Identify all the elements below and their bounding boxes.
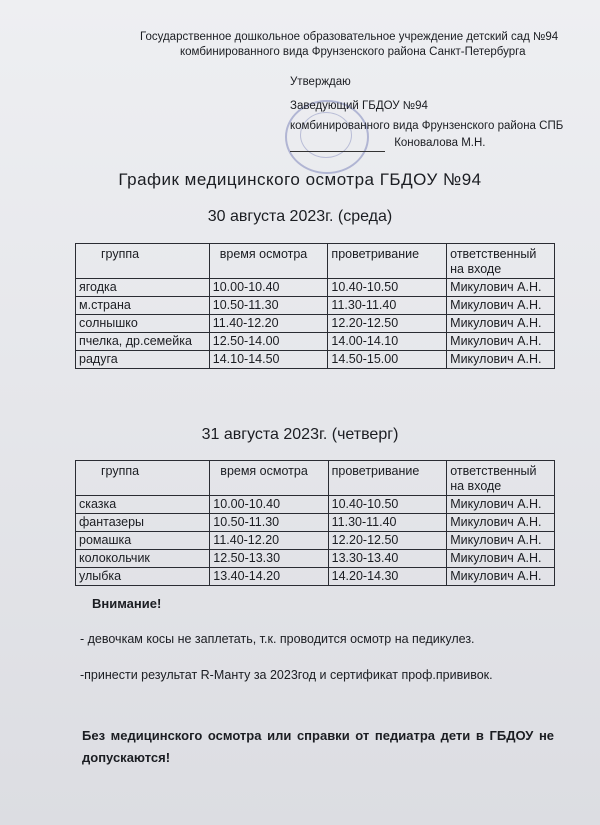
note-braids: - девочкам косы не заплетать, т.к. проводится осмотр на педикулез.	[80, 632, 475, 646]
attention-heading: Внимание!	[92, 596, 162, 611]
cell-resp: Микулович А.Н.	[447, 333, 555, 351]
col-resp: ответственный на входе	[447, 244, 555, 279]
table-header-row	[76, 461, 555, 496]
cell-time: 10.50-11.30	[210, 514, 328, 532]
approve-head: Заведующий ГБДОУ №94	[290, 100, 428, 112]
cell-vent: 11.30-11.40	[328, 297, 447, 315]
table-header-row	[76, 244, 555, 279]
table-row	[76, 333, 555, 351]
table-row	[76, 532, 555, 550]
cell-time: 12.50-14.00	[209, 333, 328, 351]
cell-time: 10.50-11.30	[209, 297, 328, 315]
cell-vent: 14.50-15.00	[328, 351, 447, 369]
table-row	[76, 279, 555, 297]
final-warning: Без медицинского осмотра или справки от педиатра дети в ГБДОУ не допускаются!	[82, 728, 555, 765]
cell-resp: Микулович А.Н.	[447, 297, 555, 315]
note-mantoux: -принести результат R-Манту за 2023год и сертификат проф.прививок.	[80, 668, 493, 682]
table-row	[76, 297, 555, 315]
schedule-table-day1	[75, 243, 555, 369]
table-row	[76, 351, 555, 369]
col-group: группа	[76, 461, 210, 496]
cell-resp: Микулович А.Н.	[447, 496, 555, 514]
schedule-table-day2	[75, 460, 555, 586]
cell-vent: 14.00-14.10	[328, 333, 447, 351]
cell-time: 10.00-10.40	[210, 496, 328, 514]
approve-name: Коновалова М.Н.	[394, 137, 486, 149]
cell-group: колокольчик	[76, 550, 210, 568]
cell-group: сказка	[76, 496, 210, 514]
table-row	[76, 315, 555, 333]
cell-time: 10.00-10.40	[209, 279, 328, 297]
cell-vent: 10.40-10.50	[328, 496, 447, 514]
cell-group: ромашка	[76, 532, 210, 550]
cell-time: 12.50-13.30	[210, 550, 328, 568]
col-time: время осмотра	[209, 244, 328, 279]
cell-group: солнышко	[76, 315, 210, 333]
cell-vent: 11.30-11.40	[328, 514, 447, 532]
cell-resp: Микулович А.Н.	[447, 550, 555, 568]
cell-resp: Микулович А.Н.	[447, 351, 555, 369]
cell-group: радуга	[76, 351, 210, 369]
day2-date: 31 августа 2023г. (четверг)	[201, 426, 399, 443]
cell-group: ягодка	[76, 279, 210, 297]
cell-vent: 14.20-14.30	[328, 568, 447, 586]
approve-org: комбинированного вида Фрунзенского района СПБ	[290, 120, 564, 132]
col-vent: проветривание	[328, 461, 447, 496]
header-line-2: комбинированного вида Фрунзенского района Санкт-Петербурга	[180, 46, 526, 58]
cell-group: пчелка, др.семейка	[76, 333, 210, 351]
document-title: График медицинского осмотра ГБДОУ №94	[118, 170, 482, 189]
cell-time: 14.10-14.50	[209, 351, 328, 369]
cell-vent: 12.20-12.50	[328, 532, 447, 550]
cell-resp: Микулович А.Н.	[447, 568, 555, 586]
cell-time: 13.40-14.20	[210, 568, 328, 586]
cell-group: улыбка	[76, 568, 210, 586]
day1-date: 30 августа 2023г. (среда)	[207, 208, 393, 225]
col-time: время осмотра	[210, 461, 328, 496]
table-row	[76, 514, 555, 532]
cell-resp: Микулович А.Н.	[447, 279, 555, 297]
table-row	[76, 550, 555, 568]
header-line-1: Государственное дошкольное образовательное учреждение детский сад №94	[140, 31, 559, 43]
cell-time: 11.40-12.20	[209, 315, 328, 333]
col-resp: ответственный на входе	[447, 461, 555, 496]
cell-time: 11.40-12.20	[210, 532, 328, 550]
cell-group: фантазеры	[76, 514, 210, 532]
cell-vent: 12.20-12.50	[328, 315, 447, 333]
table-row	[76, 568, 555, 586]
approval-block	[290, 70, 590, 152]
col-group: группа	[76, 244, 210, 279]
approve-label: Утверждаю	[290, 76, 351, 88]
cell-resp: Микулович А.Н.	[447, 315, 555, 333]
cell-vent: 13.30-13.40	[328, 550, 447, 568]
cell-vent: 10.40-10.50	[328, 279, 447, 297]
signature-line	[290, 139, 385, 152]
cell-resp: Микулович А.Н.	[447, 514, 555, 532]
col-vent: проветривание	[328, 244, 447, 279]
table-row	[76, 496, 555, 514]
cell-resp: Микулович А.Н.	[447, 532, 555, 550]
institution-header	[140, 30, 560, 60]
cell-group: м.страна	[76, 297, 210, 315]
